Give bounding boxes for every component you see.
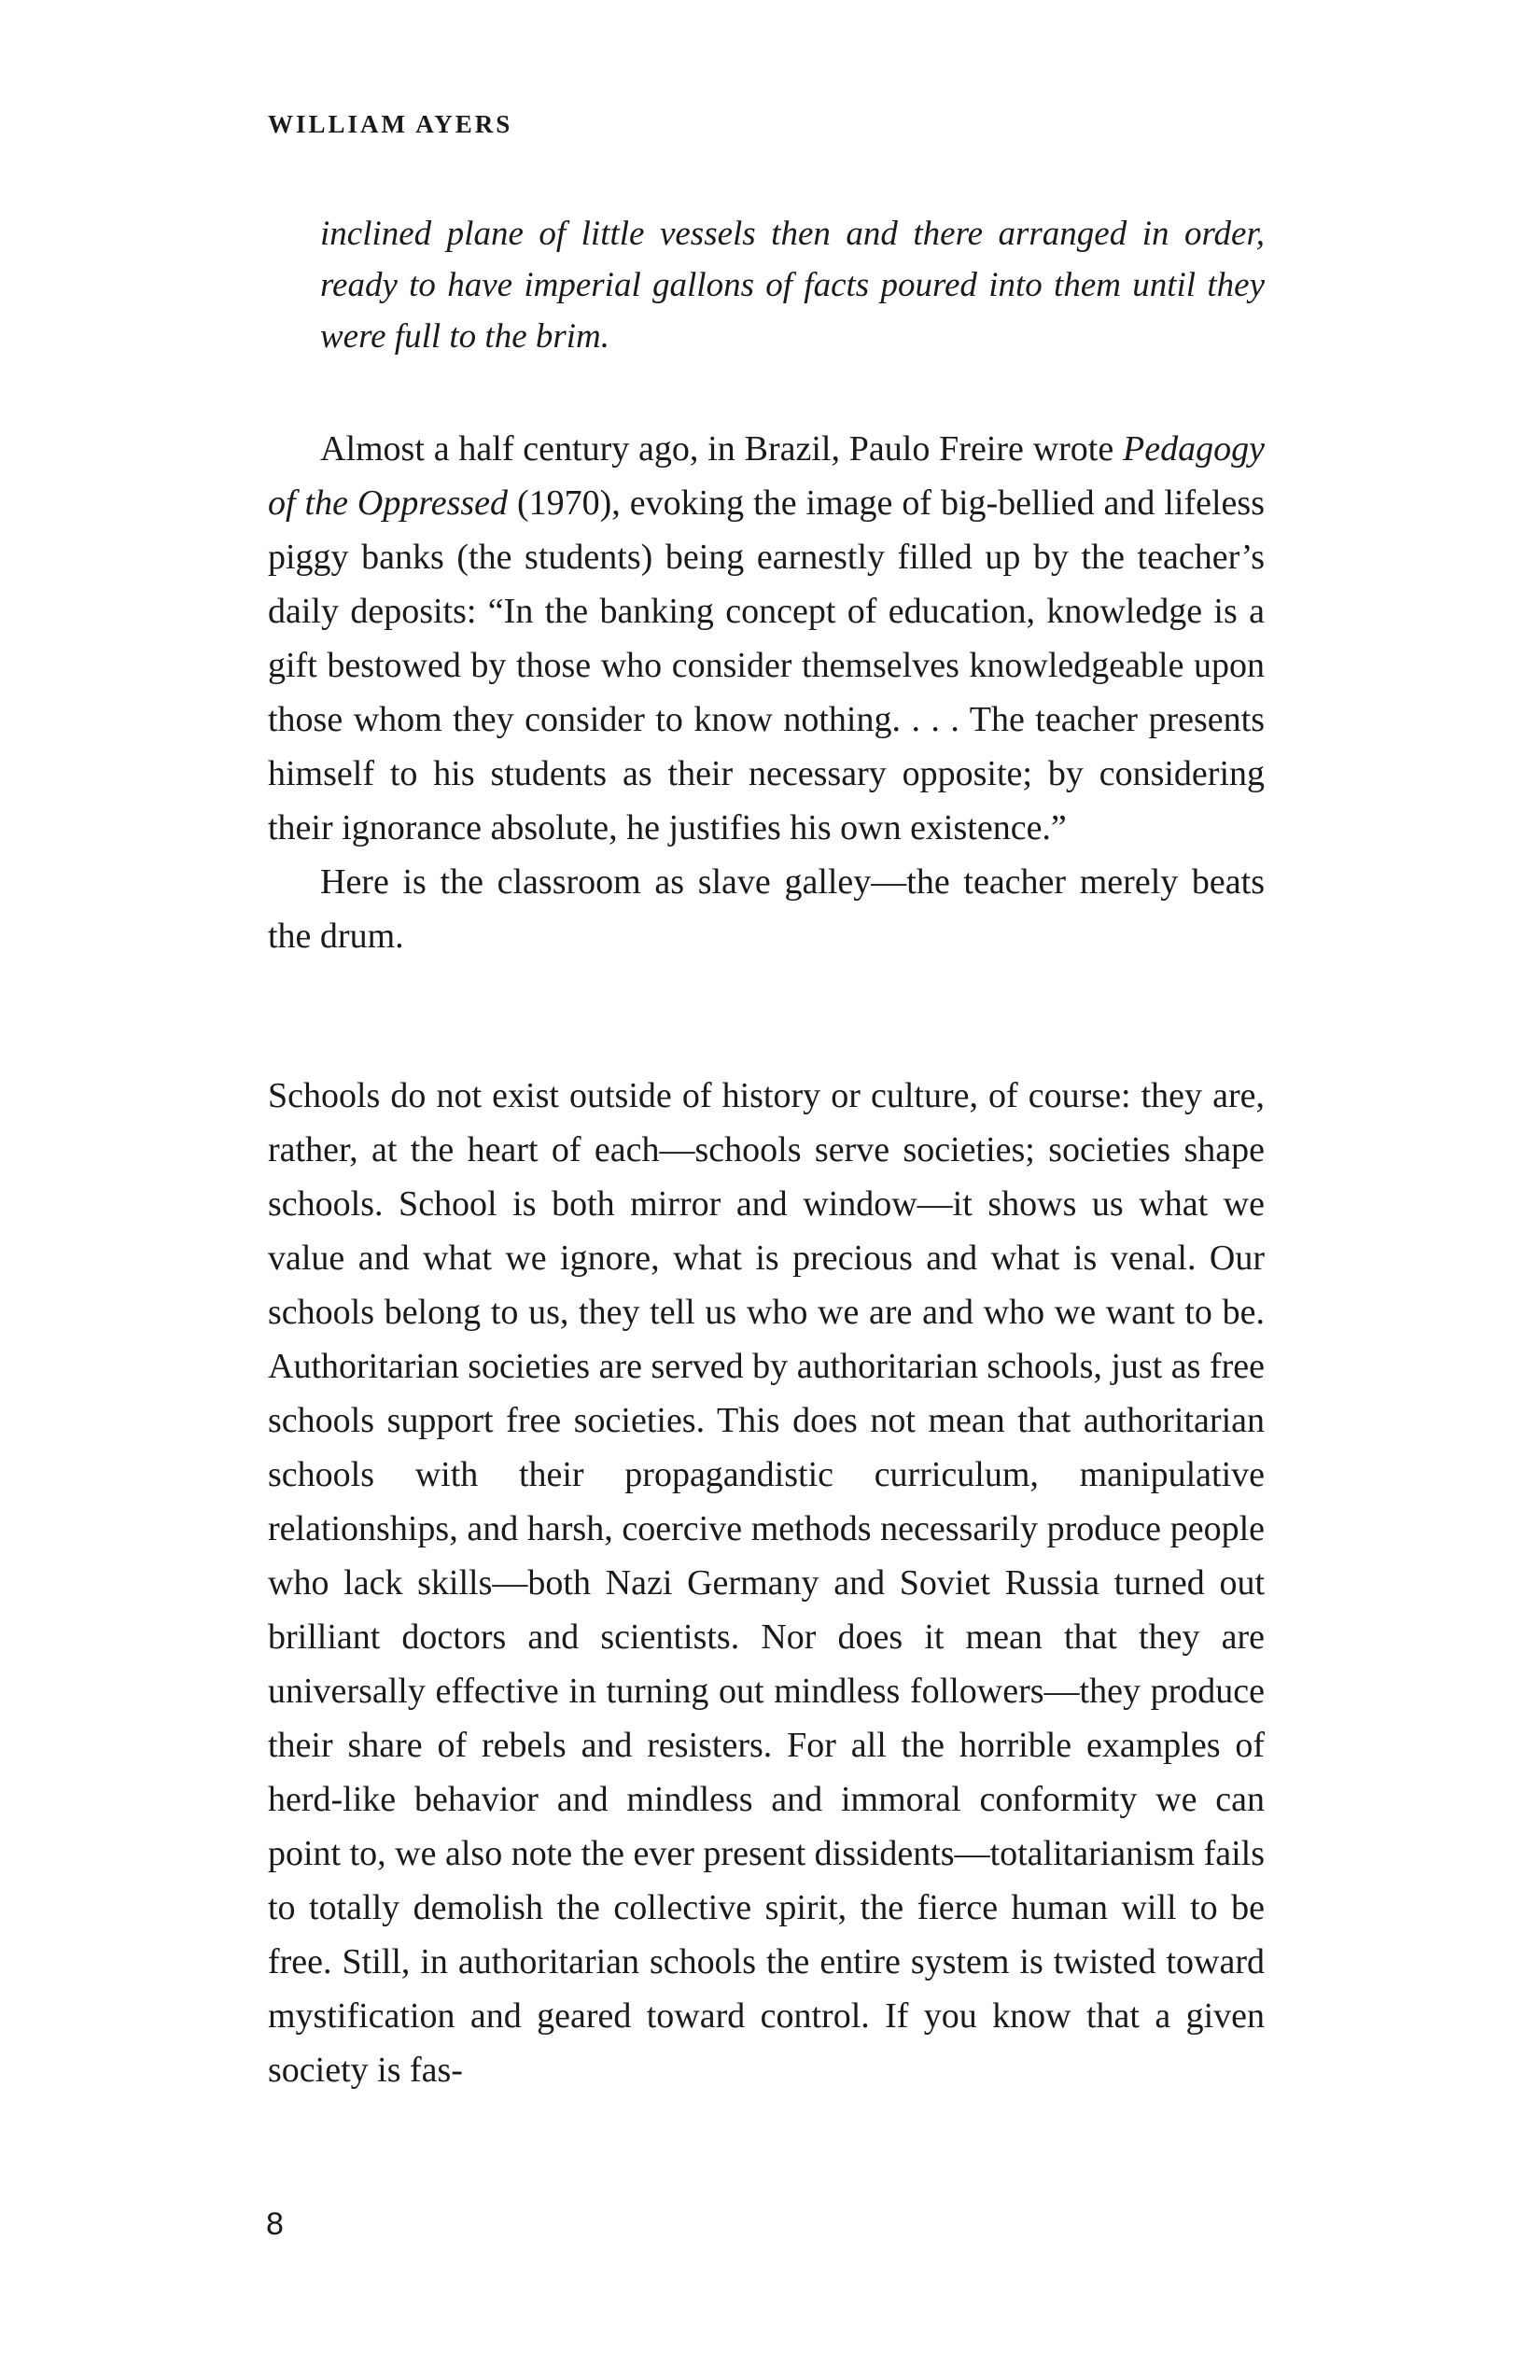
- block-quote: [320, 208, 1265, 362]
- section-schools: [268, 1069, 1265, 2097]
- paragraph-freire: [268, 422, 1265, 855]
- page-number: 8: [266, 2206, 284, 2242]
- book-title: Pedagogy of the Oppressed: [268, 429, 1265, 523]
- section-freire: [268, 422, 1265, 963]
- paragraph-freire-part1: Almost a half century ago, in Brazil, Paulo Freire wrote: [320, 429, 1124, 469]
- running-head: WILLIAM AYERS: [268, 110, 513, 138]
- paragraph-schools: Schools do not exist outside of history or culture, of course: they are, rather, at the heart of each—schools serve societies; societies shape schools. School is both mirror and window—it shows us what we value and what we ignore, what is precious and what is venal. Our schools belong to us, they tell us who we are and who we want to be. Authoritarian societies are served by authoritarian schools, just as free schools support free societies. This does not mean that authoritarian schools with their propagandistic curriculum, manipulative relationships, and harsh, coercive methods necessarily produce people who lack skills—both Nazi Germany and Soviet Russia turned out brilliant doctors and scientists. Nor does it mean that they are universally effective in turning out mindless followers—they produce their share of rebels and resisters. For all the horrible examples of herd-like behavior and mindless and immoral conformity we can point to, we also note the ever present dissidents—totalitarianism fails to totally demolish the collective spirit, the fierce human will to be free. Still, in authoritarian schools the entire system is twisted toward mystification and geared toward control. If you know that a given society is fas-: [268, 1076, 1265, 2090]
- paragraph-slave-galley: Here is the classroom as slave galley—the teacher merely beats the drum.: [268, 862, 1265, 956]
- paragraph-freire-part2: (1970), evoking the image of big-bellied and lifeless piggy banks (the students) being earnestly filled up by the teacher’s daily deposits: “In the banking concept of education, knowledge is a gift bestowed by those who consider themselves knowledgeable upon those whom they consider to know nothing. . . . The teacher presents himself to his students as their necessary opposite; by considering their ignorance absolute, he justifies his own existence.”: [268, 483, 1265, 847]
- block-quote-text: inclined plane of little vessels then and there arranged in order, ready to have imperial gallons of facts poured into them until they were full to the brim.: [320, 215, 1265, 356]
